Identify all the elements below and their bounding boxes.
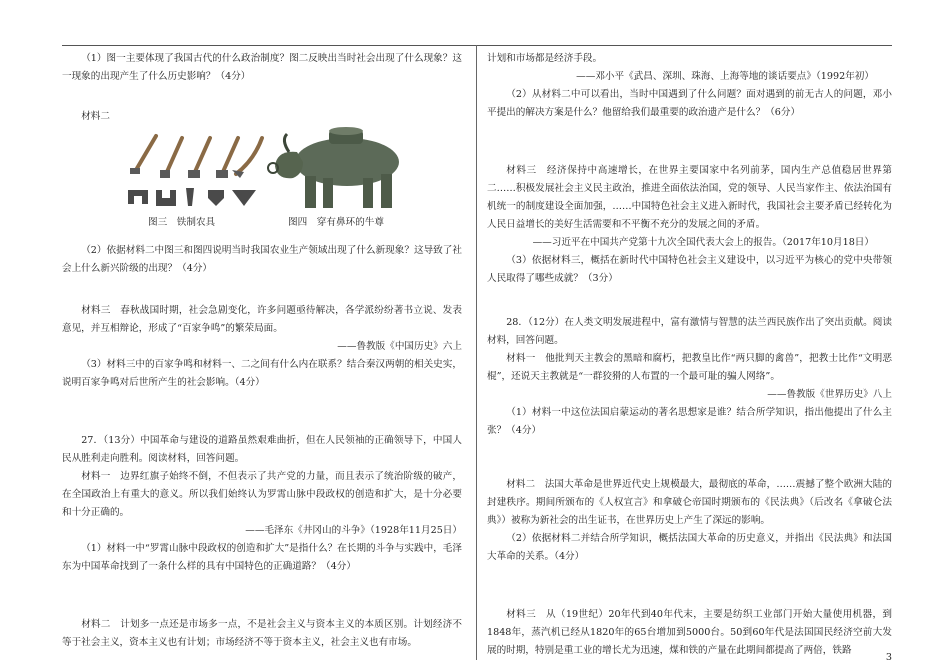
question-28-material-2: 材料二 法国大革命是世界近代史上规模最大，最彻底的革命，……震撼了整个欧洲大陆的封建秩序。期间所颁布的《人权宣言》和拿破仑帝国时期颁布的《民法典》（后改名《拿破仑法典》）被称为新社会的出生证书，在世界历史上产生了深远的影响。	[487, 479, 892, 526]
question-27-material-2: 材料二 计划多一点还是市场多一点，不是社会主义与资本主义的本质区别。计划经济不等于社会主义，资本主义也有计划；市场经济不等于资本主义，社会主义也有市场。	[62, 619, 462, 648]
question-27-sub-2: （2）从材料二中可以看出，当时中国遇到了什么问题？面对遇到的前无古人的问题，邓小平提出的解决方案是什么？他留给我们最重要的政治遗产是什么？（6分）	[487, 89, 892, 118]
column-divider	[476, 45, 477, 660]
material-3: 材料三 春秋战国时期，社会急剧变化，许多问题亟待解决，各学派纷纷著书立说、发表意见，并互相辩论，形成了“百家争鸣”的繁荣局面。	[62, 305, 462, 334]
question-28-material-1: 材料一 他批判天主教会的黑暗和腐朽，把教皇比作“两只脚的禽兽”，把教士比作“文明恶棍”，还说天主教就是“一群狡猾的人布置的一个最可耻的骗人网络”。	[487, 353, 892, 382]
question-1-2: （2）依据材料二中图三和图四说明当时我国农业生产领域出现了什么新现象？这导致了社会上什么新兴阶级的出现？（4分）	[62, 245, 462, 274]
iron-tools-figure	[124, 130, 274, 212]
material-3-citation: ——鲁教版《中国历史》六上	[337, 341, 462, 352]
question-27-material-1: 材料一 边界红旗子始终不倒，不但表示了共产党的力量，而且表示了统治阶级的破产，在全国政治上有重大的意义。所以我们始终认为罗霄山脉中段政权的创造和扩大，是十分必要和十分正确的。	[62, 471, 462, 518]
iron-tool-heads	[128, 188, 256, 206]
question-27-sub-1: （1）材料一中“罗霄山脉中段政权的创造和扩大”是指什么？在长期的斗争与实践中，毛泽东为中国革命找到了一条什么样的具有中国特色的正确道路？（4分）	[62, 543, 462, 572]
question-27-material-3: 材料三 经济保持中高速增长，在世界主要国家中名列前茅，国内生产总值稳居世界第二……积极发展社会主义民主政治，推进全面依法治国，党的领导、人民当家作主、依法治国有机统一的制度建设全面加强，……中国特色社会主义进入新时代，我国社会主要矛盾已经转化为人民日益增长的美好生活需要和不平衡不充分的发展之间的矛盾。	[487, 165, 892, 230]
question-28-intro: 28．（12分）在人类文明发展进程中，富有激情与智慧的法兰西民族作出了突出贡献。阅读材料，回答问题。	[487, 317, 892, 346]
figure-3-caption: 图三 铁制农具	[148, 217, 216, 228]
left-column	[62, 50, 462, 652]
iron-tool-handles	[136, 136, 262, 174]
page-number: 3	[885, 652, 892, 663]
question-27-intro: 27．（13分）中国革命与建设的道路虽然艰难曲折，但在人民领袖的正确领导下，中国人民从胜利走向胜利。阅读材料，回答问题。	[62, 435, 462, 464]
material-2-citation: ——邓小平《武昌、深圳、珠海、上海等地的谈话要点》（1992年初）	[576, 71, 874, 82]
question-27-sub-3: （3）依据材料三，概括在新时代中国特色社会主义建设中，以习近平为核心的党中央带领人民取得了哪些成就？（3分）	[487, 255, 892, 284]
question-27-material-3-citation: ——习近平在中国共产党第十九次全国代表大会上的报告。（2017年10月18日）	[532, 237, 874, 248]
figure-row	[62, 130, 462, 230]
question-28-material-1-citation: ——鲁教版《世界历史》八上	[767, 389, 892, 400]
question-1-1: （1）图一主要体现了我国古代的什么政治制度？图二反映出当时社会出现了什么现象？这一现象的出现产生了什么历史影响？（4分）	[62, 53, 462, 82]
question-28-material-3: 材料三 从（19世纪）20年代到40年代末，主要是纺织工业部门开始大量使用机器，到1848年，蒸汽机已经从1820年的65台增加到5000台。50到60年代是法国国民经济空前大发展的时期，特别是重工业的增长尤为迅速，煤和铁的产量在此期间都提高了两倍，铁路	[487, 609, 892, 656]
question-1-3: （3）材料三中的百家争鸣和材料一、二之间有什么内在联系？结合秦汉两朝的相关史实，说明百家争鸣对后世所产生的社会影响。（4分）	[62, 359, 462, 388]
top-rule	[62, 45, 892, 46]
bronze-ox-zun-figure	[267, 122, 407, 214]
right-column	[487, 50, 892, 660]
material-2-label: 材料二	[81, 111, 110, 122]
question-27-material-1-citation: ——毛泽东《井冈山的斗争》（1928年11月25日）	[245, 525, 462, 536]
question-28-sub-2: （2）依据材料二并结合所学知识，概括法国大革命的历史意义，并指出《民法典》和法国大革命的关系。（4分）	[487, 533, 892, 562]
iron-tool-blades	[130, 168, 244, 178]
figure-4-caption: 图四 穿有鼻环的牛尊	[288, 217, 384, 228]
material-2-continued: 计划和市场都是经济手段。	[487, 53, 603, 64]
question-28-sub-1: （1）材料一中这位法国启蒙运动的著名思想家是谁？结合所学知识，指出他提出了什么主张？（4分）	[487, 407, 892, 436]
